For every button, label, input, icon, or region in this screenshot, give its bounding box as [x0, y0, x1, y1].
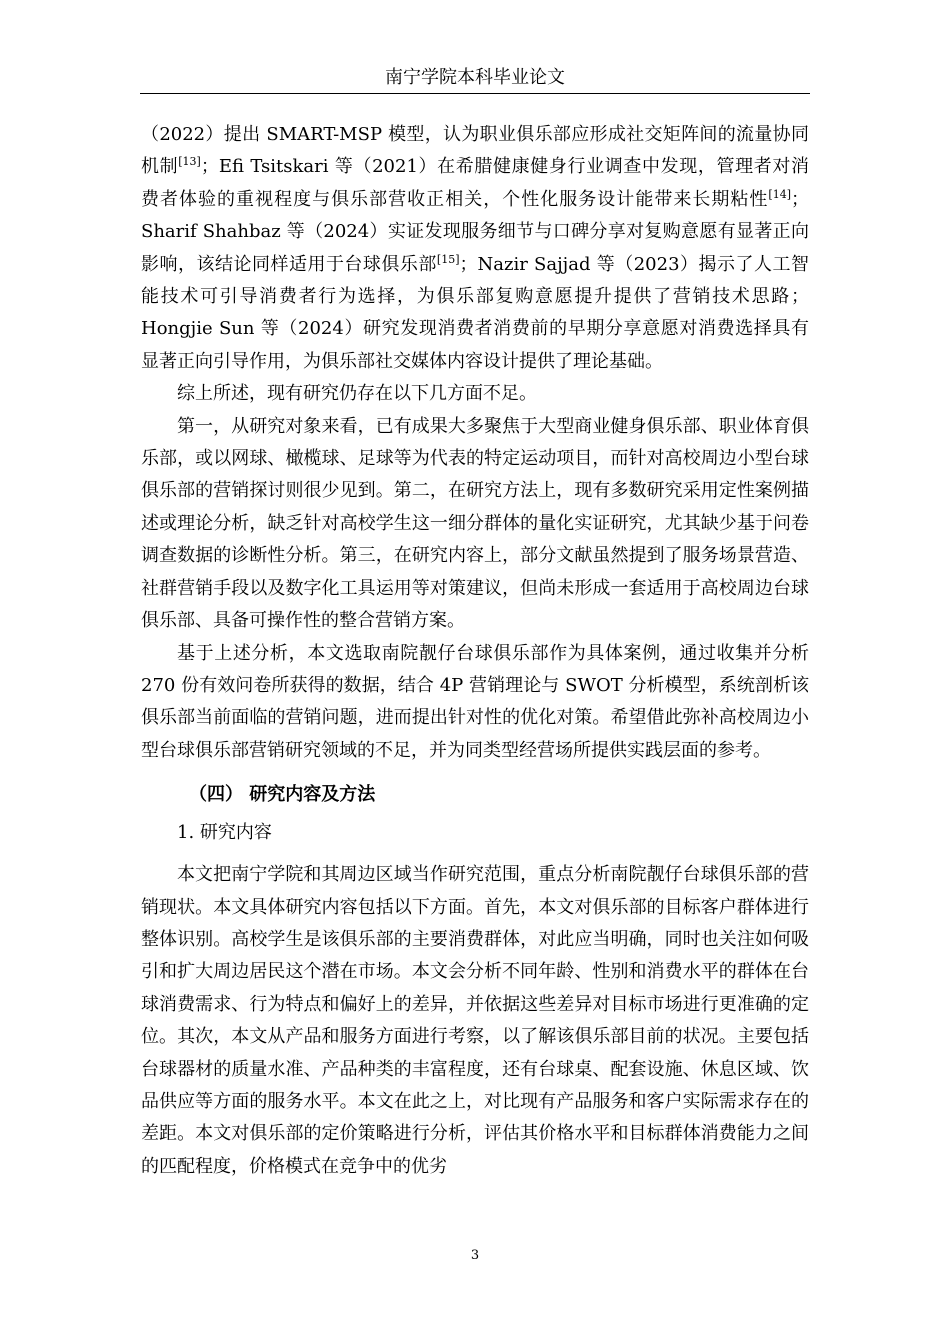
paragraph-summary: 综上所述，现有研究仍存在以下几方面不足。	[177, 383, 537, 405]
document-body	[141, 119, 809, 1183]
paragraph-literature-review	[141, 119, 809, 378]
citation-15: [15]	[436, 252, 460, 266]
subsection-heading: 1. 研究内容	[177, 822, 272, 844]
paragraph-shortcomings: 第一，从研究对象来看，已有成果大多聚焦于大型商业健身俱乐部、职业体育俱乐部，或以网球、橄榄球、足球等为代表的特定运动项目，而针对高校周边小型台球俱乐部的营销探讨则很少见到。第二，在研究方法上，现有多数研究采用定性案例描述或理论分析，缺乏针对高校学生这一细分群体的量化实证研究，尤其缺少基于问卷调查数据的诊断性分析。第三，在研究内容上，部分文献虽然提到了服务场景营造、社群营销手段以及数字化工具运用等对策建议，但尚未形成一套适用于高校周边台球俱乐部、具备可操作性的整合营销方案。	[141, 415, 809, 632]
page-number: 3	[470, 1248, 480, 1263]
section-heading: （四） 研究内容及方法	[189, 784, 376, 806]
header-divider	[140, 93, 810, 94]
paragraph-research-content: 本文把南宁学院和其周边区域当作研究范围，重点分析南院靓仔台球俱乐部的营销现状。本文具体研究内容包括以下方面。首先，本文对俱乐部的目标客户群体进行整体识别。高校学生是该俱乐部的主要消费群体，对此应当明确，同时也关注如何吸引和扩大周边居民这个潜在市场。本文会分析不同年龄、性别和消费水平的群体在台球消费需求、行为特点和偏好上的差异，并依据这些差异对目标市场进行更准确的定位。其次，本文从产品和服务方面进行考察，以了解该俱乐部目前的状况。主要包括台球器材的质量水准、产品种类的丰富程度，还有台球桌、配套设施、休息区域、饮品供应等方面的服务水平。本文在此之上，对比现有产品服务和客户实际需求存在的差距。本文对俱乐部的定价策略进行分析，评估其价格水平和目标群体消费能力之间的匹配程度，价格模式在竞争中的优劣	[141, 864, 809, 1177]
paragraph-study-purpose: 基于上述分析，本文选取南院靓仔台球俱乐部作为具体案例，通过收集并分析 270 份有效问卷所获得的数据，结合 4P 营销理论与 SWOT 分析模型，系统剖析该俱乐部当前面临的营销问题，进而提出针对性的优化对策。希望借此弥补高校周边小型台球俱乐部营销研究领域的不足，并为同类型经营场所提供实践层面的参考。	[141, 642, 809, 761]
citation-14: [14]	[768, 187, 791, 201]
text-segment: ；Nazir Sajjad 等（2023）揭示了人工智能技术可引导消费者行为选择，为俱乐部复购意愿提升提供了营销技术思路；Hongjie Sun 等（2024）研究发现消费者消费前的早期分享意愿对消费选择具有显著正向引导作用，为俱乐部社交媒体内容设计提供了理论基础。	[141, 253, 809, 372]
text-segment: ；Efi Tsitskari 等（2021）在希腊健康健身行业调查中发现，管理者对消费者体验的重视程度与俱乐部营收正相关，个性化服务设计能带来长期粘性	[141, 156, 809, 210]
text-segment: ；Sharif Shahbaz 等（2024）实证发现服务细节与口碑分享对复购意愿有显著正向影响，该结论同样适用于台球俱乐部	[141, 188, 809, 275]
text-segment: （2022）提出 SMART-MSP 模型，认为职业俱乐部应形成社交矩阵间的流量协同机制	[141, 124, 809, 178]
page-header-title: 南宁学院本科毕业论文	[385, 67, 565, 88]
citation-13: [13]	[178, 155, 201, 169]
